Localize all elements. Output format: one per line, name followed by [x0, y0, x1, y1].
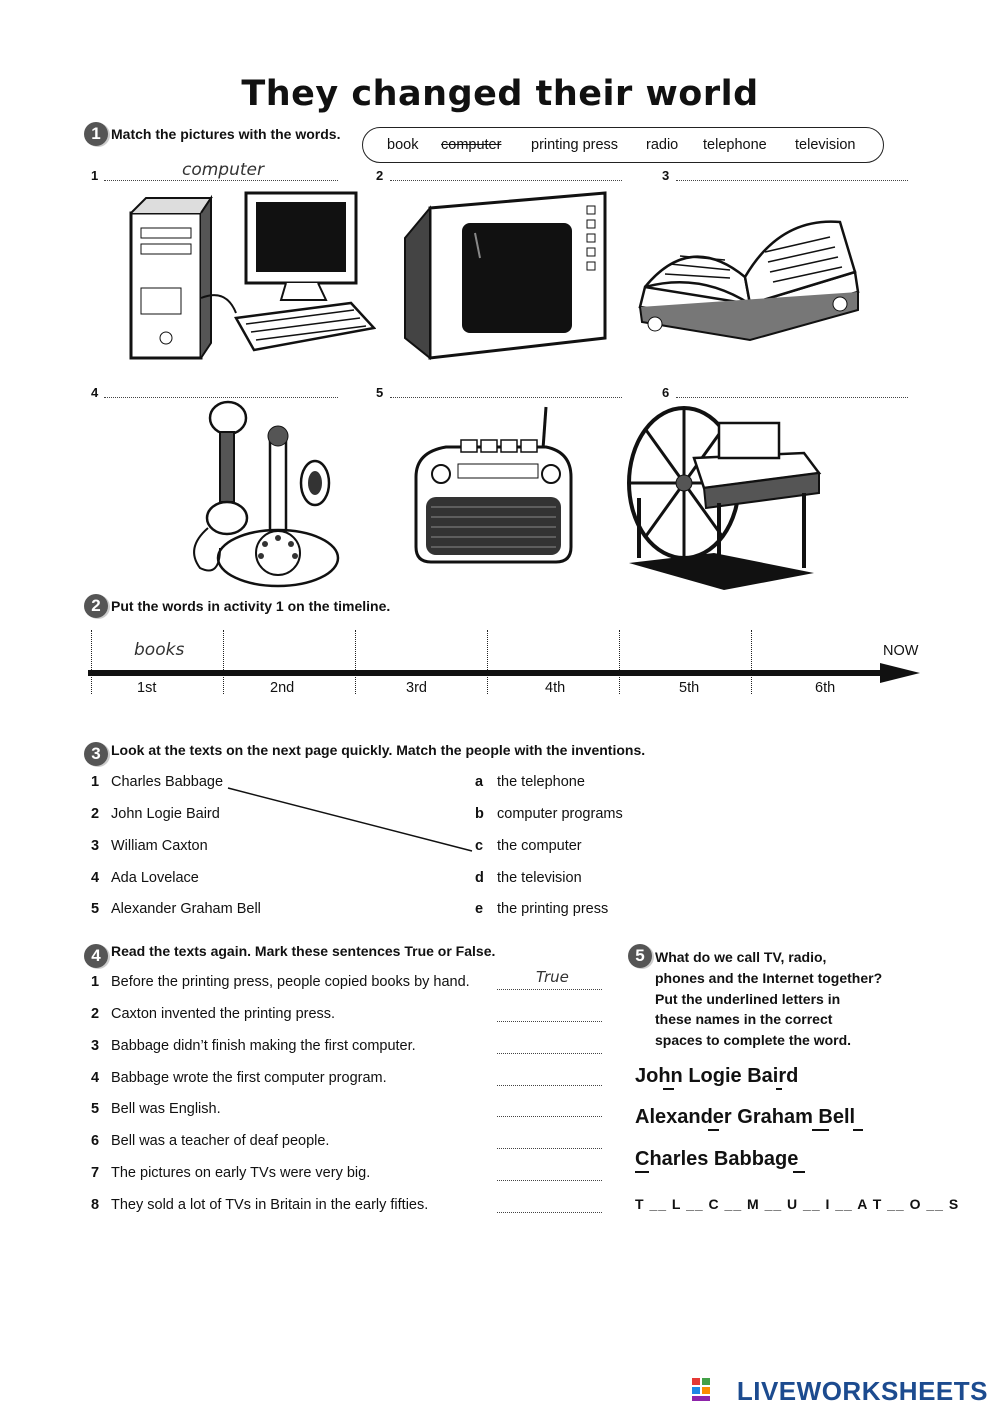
- invention-a-letter: a: [475, 774, 484, 790]
- word-computer: computer: [441, 137, 502, 153]
- person-5-name[interactable]: Alexander Graham Bell: [111, 901, 261, 917]
- timeline-arrow: [88, 662, 924, 686]
- sentence-6-number: 6: [91, 1133, 100, 1149]
- radio-illustration: [406, 402, 576, 567]
- timeline-label-5th: 5th: [679, 680, 700, 696]
- invention-b-name[interactable]: computer programs: [497, 806, 623, 822]
- item-2-line[interactable]: [390, 179, 622, 181]
- sentence-5-text: Bell was English.: [111, 1101, 221, 1117]
- timeline-label-1st: 1st: [137, 680, 157, 696]
- item-2-number: 2: [376, 168, 384, 183]
- person-3-number: 3: [91, 838, 100, 854]
- timeline-label-4th: 4th: [545, 680, 566, 696]
- invention-b-letter: b: [475, 806, 484, 822]
- underline-mark: [853, 1129, 863, 1131]
- section-3-instruction: Look at the texts on the next page quickly. Match the people with the inventions.: [111, 742, 646, 758]
- underline-mark: [793, 1171, 805, 1173]
- timeline-slot-1-answer[interactable]: books: [134, 640, 185, 660]
- section-1-instruction: Match the pictures with the words.: [111, 126, 341, 142]
- person-2-number: 2: [91, 806, 100, 822]
- item-1-answer[interactable]: computer: [182, 160, 264, 180]
- sentence-8-text: They sold a lot of TVs in Britain in the early fifties.: [111, 1197, 429, 1213]
- sentence-4-number: 4: [91, 1070, 100, 1086]
- invention-e-name[interactable]: the printing press: [497, 901, 609, 917]
- sentence-2-text: Caxton invented the printing press.: [111, 1006, 336, 1022]
- sentence-6-answer-line[interactable]: [497, 1147, 602, 1149]
- section-2-badge: 2: [84, 594, 108, 618]
- word-radio: radio: [646, 137, 679, 153]
- underline-mark: [776, 1088, 782, 1090]
- sentence-7-text: The pictures on early TVs were very big.: [111, 1165, 371, 1181]
- puzzle-name-babbage-text: Charles Babbage: [635, 1148, 799, 1170]
- invention-e-letter: e: [475, 901, 484, 917]
- puzzle-name-babbage: [635, 1148, 798, 1171]
- invention-c-name[interactable]: the computer: [497, 838, 582, 854]
- sentence-5-number: 5: [91, 1101, 100, 1117]
- section-5-instruction-line-3: Put the underlined letters in: [655, 990, 841, 1007]
- section-5-instruction-line-4: these names in the correct: [655, 1011, 833, 1028]
- section-5-instruction-line-5: spaces to complete the word.: [655, 1032, 852, 1049]
- invention-a-name[interactable]: the telephone: [497, 774, 585, 790]
- puzzle-name-baird-text: John Logie Baird: [635, 1065, 799, 1087]
- sentence-6-text: Bell was a teacher of deaf people.: [111, 1133, 330, 1149]
- sentence-1-answer[interactable]: True: [536, 968, 569, 986]
- computer-illustration: [106, 188, 376, 368]
- person-4-number: 4: [91, 870, 100, 886]
- section-2-instruction: Put the words in activity 1 on the timeline.: [111, 598, 391, 614]
- item-3-line[interactable]: [676, 179, 908, 181]
- invention-c-letter: c: [475, 838, 484, 854]
- sentence-3-answer-line[interactable]: [497, 1052, 602, 1054]
- liveworksheets-logo-icon: [692, 1378, 712, 1402]
- person-4-name[interactable]: Ada Lovelace: [111, 870, 199, 886]
- sentence-7-answer-line[interactable]: [497, 1179, 602, 1181]
- sentence-1-line: [497, 988, 602, 990]
- timeline-now-label: NOW: [883, 643, 919, 659]
- item-3-number: 3: [662, 168, 670, 183]
- underline-mark: [635, 1171, 649, 1173]
- person-5-number: 5: [91, 901, 100, 917]
- timeline-slot-2-answer[interactable]: [225, 632, 353, 662]
- person-1-name[interactable]: Charles Babbage: [111, 774, 224, 790]
- puzzle-name-baird: [635, 1065, 798, 1088]
- item-6-number: 6: [662, 385, 670, 400]
- puzzle-name-bell-text: Alexander Graham Bell: [635, 1106, 856, 1128]
- underline-mark: [812, 1129, 829, 1131]
- timeline-slot-3-answer[interactable]: [357, 632, 485, 662]
- word-book: book: [387, 137, 419, 153]
- word-television: television: [795, 137, 856, 153]
- section-5-badge: 5: [628, 944, 652, 968]
- person-1-number: 1: [91, 774, 100, 790]
- word-printing-press: printing press: [531, 137, 619, 153]
- printing-press-illustration: [624, 398, 824, 593]
- sentence-3-text: Babbage didn’t finish making the first computer.: [111, 1038, 416, 1054]
- television-illustration: [390, 188, 620, 373]
- underline-mark: [708, 1129, 719, 1131]
- sentence-3-number: 3: [91, 1038, 100, 1054]
- sentence-5-answer-line[interactable]: [497, 1115, 602, 1117]
- section-5-instruction: [655, 947, 882, 1051]
- page-title: They changed their world: [241, 74, 759, 114]
- section-1-badge: 1: [84, 122, 108, 146]
- underline-mark: [663, 1088, 674, 1090]
- item-5-line[interactable]: [390, 396, 622, 398]
- person-3-name[interactable]: William Caxton: [111, 838, 208, 854]
- timeline-slot-5-answer[interactable]: [621, 632, 749, 662]
- puzzle-name-bell: [635, 1106, 855, 1129]
- timeline-label-3rd: 3rd: [406, 680, 427, 696]
- sentence-1-text: Before the printing press, people copied books by hand.: [111, 974, 470, 990]
- sentence-4-text: Babbage wrote the first computer program.: [111, 1070, 387, 1086]
- timeline-label-6th: 6th: [815, 680, 836, 696]
- timeline-slot-4-answer[interactable]: [489, 632, 617, 662]
- telephone-illustration: [180, 398, 355, 593]
- sentence-7-number: 7: [91, 1165, 100, 1181]
- liveworksheets-brand: LIVEWORKSHEETS: [736, 1376, 988, 1406]
- sentence-4-answer-line[interactable]: [497, 1084, 602, 1086]
- puzzle-word[interactable]: T __ L __ C __ M __ U __ I __ A T __ O __ S: [635, 1196, 960, 1212]
- section-3-badge: 3: [84, 742, 108, 766]
- word-telephone: telephone: [703, 137, 767, 153]
- sentence-2-answer-line[interactable]: [497, 1020, 602, 1022]
- timeline-label-2nd: 2nd: [270, 680, 295, 696]
- invention-d-name[interactable]: the television: [497, 870, 582, 886]
- section-4-badge: 4: [84, 944, 108, 968]
- word-box: [362, 127, 884, 163]
- sentence-2-number: 2: [91, 1006, 100, 1022]
- book-illustration: [630, 212, 865, 352]
- section-4-instruction: Read the texts again. Mark these sentences True or False.: [111, 943, 496, 959]
- item-4-number: 4: [91, 385, 99, 400]
- section-5-instruction-line-2: phones and the Internet together?: [655, 969, 883, 986]
- invention-d-letter: d: [475, 870, 484, 886]
- item-1-number: 1: [91, 168, 99, 183]
- section-5-instruction-line-1: What do we call TV, radio,: [655, 949, 827, 965]
- sentence-8-number: 8: [91, 1197, 100, 1213]
- match-line-1-c: [226, 785, 476, 855]
- person-2-name[interactable]: John Logie Baird: [111, 806, 220, 822]
- item-5-number: 5: [376, 385, 384, 400]
- sentence-8-answer-line[interactable]: [497, 1211, 602, 1213]
- sentence-1-number: 1: [91, 974, 100, 990]
- timeline-slot-6-answer[interactable]: [753, 632, 873, 662]
